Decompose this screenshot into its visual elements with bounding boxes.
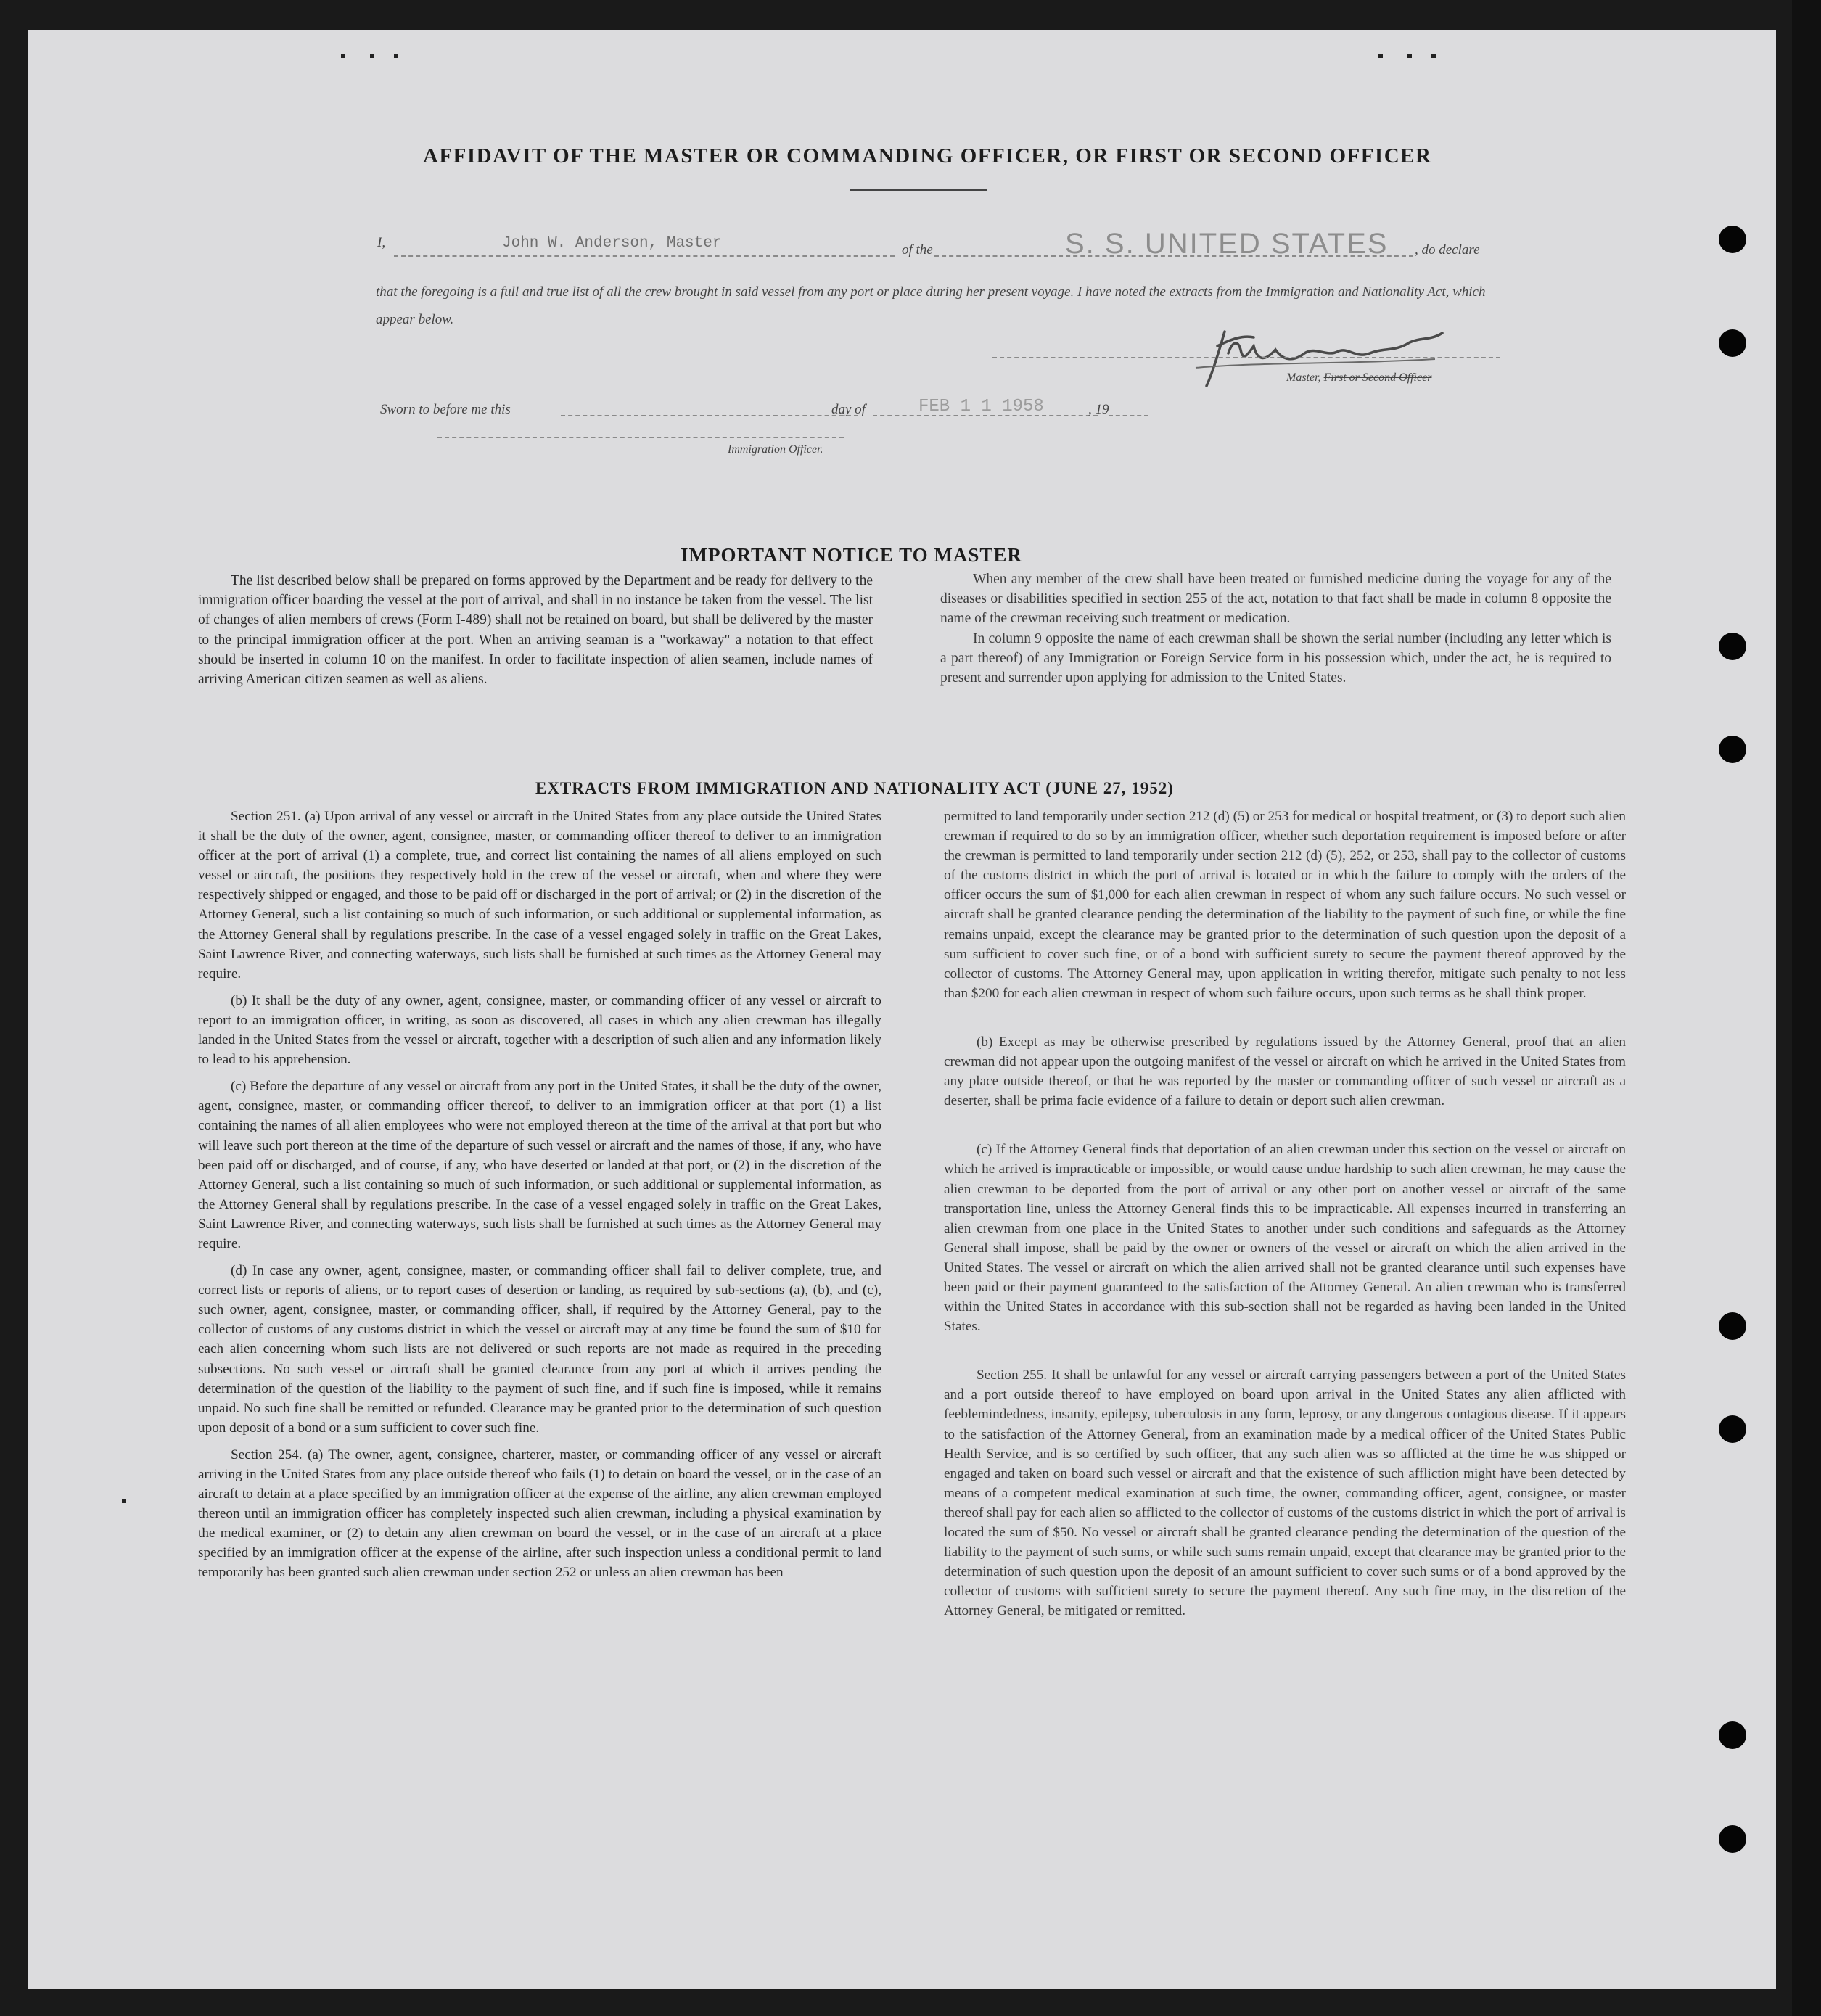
year-line [1109, 400, 1148, 416]
affidavit-title: AFFIDAVIT OF THE MASTER OR COMMANDING OFFICER, OR FIRST OR SECOND OFFICER [423, 144, 1432, 168]
scan-mark [394, 54, 398, 58]
vessel-name: S. S. UNITED STATES [1065, 228, 1389, 260]
notice-right-column [940, 569, 1611, 695]
title-divider [850, 189, 987, 191]
master-name-typed: John W. Anderson, Master [502, 235, 722, 252]
binder-hole [1719, 329, 1746, 357]
extracts-left-column [198, 807, 881, 1590]
binder-hole [1719, 226, 1746, 253]
scan-mark [122, 1499, 126, 1503]
extracts-right-column [944, 807, 1626, 1628]
date-stamp: FEB 1 1 1958 [918, 397, 1044, 416]
scan-mark [1431, 54, 1436, 58]
signer-caption [1286, 371, 1431, 384]
scan-mark [370, 54, 374, 58]
day-of-label: day of [831, 402, 866, 417]
act-paragraph: (b) It shall be the duty of any owner, agent, consignee, master, or commanding officer of any vessel or aircraft to report to an immigration officer, in writing, as soon as discovered, all cases in which any alien crewman has illegally landed in the United States from the vessel or aircraft, together with a description of such alien and any information likely to lead to his apprehension. [198, 992, 881, 1068]
signature-line [992, 350, 1500, 358]
sworn-day-line [561, 400, 858, 416]
do-declare-label: , do declare [1415, 242, 1480, 258]
declaration-text: that the foregoing is a full and true list of all the crew brought in said vessel from any port or place during her present voyage. I have noted the extracts from the Immigration and Nationality Act, which appear below. [376, 284, 1486, 327]
i-label: I, [377, 235, 386, 250]
act-paragraph: Section 254. (a) The owner, agent, consignee, charterer, master, or commanding officer of any vessel or aircraft arriving in the United States from any place outside thereof who fails (1) to detain on board the vessel, or in the case of an aircraft to detain at a place specified by an immigration officer at the expense of the airline, any alien crewman employed thereon until an immigration officer has completely inspected such alien crewman, including a physical examination by the medical examiner, or (2) to detain any alien crewman on board the vessel, or in the case of an aircraft at a place specified by an immigration officer at the expense of the airline, after such inspection unless a conditional permit to land temporarily has been granted such alien crewman under section 252 or unless an alien crewman has been [198, 1447, 881, 1581]
officer-line [437, 429, 844, 438]
act-paragraph: Section 251. (a) Upon arrival of any vessel or aircraft in the United States from any place outside the United States it shall be the duty of the owner, agent, consignee, master, or commanding officer thereof to deliver to an immigration officer at the port of arrival (1) a complete, true, and correct list containing the names of all aliens employed on such vessel or aircraft, the positions they respectively hold in the crew of the vessel or aircraft, when and where they were respectively shipped or engaged, and those to be paid off or discharged in the port of arrival; or (2) in the discretion of the Attorney General, such a list containing so much of such information, or such additional or supplemental information, as the Attorney General shall by regulations prescribe. In the case of a vessel engaged solely in traffic on the Great Lakes, Saint Lawrence River, and connecting waterways, such lists shall be furnished at such times as the Attorney General may require. [198, 809, 881, 982]
struck-officer-caption: First or Second Officer [1323, 371, 1432, 384]
binder-hole [1719, 1415, 1746, 1443]
binder-hole [1719, 736, 1746, 763]
notice-title: IMPORTANT NOTICE TO MASTER [681, 544, 1022, 566]
notice-left-column [198, 571, 873, 696]
binder-hole [1719, 633, 1746, 660]
act-paragraph: (c) Before the departure of any vessel or aircraft from any port in the United States, it shall be the duty of the owner, agent, consignee, master, or commanding officer thereof, to deliver to an immigration officer at that port (1) a list containing the names of all alien employees who were not employed thereon at the time of the arrival at that port but who will leave such port thereon at the time of the departure of such vessel or aircraft and the names of those, if any, who have been paid off or discharged, and of course, if any, who have deserted or landed at that port, or (2) in the discretion of the Attorney General, such a list containing so much of such information, or such additional or supplemental information, as the Attorney General shall by regulations prescribe. In the case of a vessel engaged solely in traffic on the Great Lakes, Saint Lawrence River, and connecting waterways, such lists shall be furnished at such times as the Attorney General may require. [198, 1079, 881, 1251]
notice-paragraph: In column 9 opposite the name of each crewman shall be shown the serial number (including any letter which is a part thereof) of any Immigration or Foreign Service form in his possession which, under the act, he is required to present and surrender upon applying for admission to the United States. [940, 630, 1611, 686]
act-paragraph: (b) Except as may be otherwise prescribed by regulations issued by the Attorney General, proof that an alien crewman did not appear upon the outgoing manifest of the vessel or aircraft on which he arrived in the United States from any place outside thereof, or that he was reported by the master or commanding officer of such vessel or aircraft as a deserter, shall be prima facie evidence of a failure to detain or deport such alien crewman. [944, 1034, 1626, 1109]
of-the-label: of the [902, 242, 933, 258]
scan-mark [341, 54, 345, 58]
master-caption: Master, [1286, 371, 1321, 384]
binder-hole [1719, 1312, 1746, 1340]
scan-edge [1792, 0, 1821, 2016]
scan-mark [1407, 54, 1412, 58]
binder-hole [1719, 1825, 1746, 1853]
notice-paragraph: The list described below shall be prepared on forms approved by the Department and be ready for delivery to the immigration officer boarding the vessel at the port of arrival, and shall in no instance be taken from the vessel. The list of changes of alien members of crews (Form I-489) shall not be retained on board, but shall be delivered by the master to the principal immigration officer at the port. When an arriving seaman is a "workaway" a notation to that effect should be inserted in column 10 on the manifest. In order to facilitate inspection of alien seamen, include names of arriving American citizen seamen as well as aliens. [198, 573, 873, 688]
officer-caption: Immigration Officer. [728, 443, 823, 456]
notice-paragraph: When any member of the crew shall have been treated or furnished medicine during the voyage for any of the diseases or disabilities specified in section 255 of the act, notation to that fact shall be made in column 8 opposite the name of the crewman receiving such treatment or medication. [940, 572, 1611, 627]
scan-mark [1378, 54, 1383, 58]
sworn-label: Sworn to before me this [380, 402, 511, 417]
year-label: , 19 [1088, 402, 1109, 417]
act-paragraph: Section 255. It shall be unlawful for any vessel or aircraft carrying passengers between a port of the United States and a port outside thereof to have employed on board upon arrival in the United States any alien afflicted with feeblemindedness, insanity, epilepsy, tuberculosis in any form, leprosy, or any dangerous contagious disease. If it appears to the satisfaction of the Attorney General, from an examination made by a medical officer of the United States Public Health Service, and is so certified by such officer, that any such alien was so afflicted at the time he was shipped or engaged and taken on board such vessel or aircraft and that the existence of such affliction might have been detected by means of a competent medical examination at such time, the owner, commanding officer, agent, consignee, or master thereof shall pay for each alien so afflicted to the collector of customs of the customs district in which the port of arrival is located the sum of $50. No vessel or aircraft shall be granted clearance pending the determination of the question of the liability to the payment of such sums, or while such sums remain unpaid, except that clearance may be granted prior to the determination of such question upon the deposit of an amount sufficient to cover such sums or of a bond approved by the collector of customs with sufficient surety to secure the payment thereof. Any such fine may, in the discretion of the Attorney General, be mitigated or remitted. [944, 1367, 1626, 1619]
act-paragraph: (c) If the Attorney General finds that deportation of an alien crewman under this section on the vessel or aircraft on which he arrived is impracticable or impossible, or would cause undue hardship to such alien crewman, he may cause the alien crewman to be deported from the port of arrival or any other port on another vessel or aircraft of the same transportation line, unless the Attorney General finds this to be impracticable. All expenses incurred in transferring an alien crewman from one place in the United States to another under such conditions and safeguards as the Attorney General shall impose, shall be paid by the owner or owners of the vessel or aircraft on which the alien arrived in the United States. The vessel or aircraft on which the alien arrived shall not be granted clearance until such expenses have been paid or their payment guaranteed to the satisfaction of the Attorney General. An alien crewman who is transferred within the United States in accordance with this sub-section shall not be regarded as having been landed in the United States. [944, 1142, 1626, 1335]
document-page [28, 30, 1776, 1989]
act-paragraph: (d) In case any owner, agent, consignee, master, or commanding officer shall fail to deliver complete, true, and correct lists or reports of aliens, or to report cases of desertion or landing, as required by sub-sections (a), (b), and (c), such owner, agent, consignee, master, or commanding officer, shall, if required by the Attorney General, pay to the collector of customs of any customs district in which the vessel or aircraft may at any time be found the sum of $10 for each alien concerning whom such lists are not delivered or such reports are not made as required in the preceding subsections. No such vessel or aircraft shall be granted clearance from any port at which it arrives pending the determination of the question of the liability to the payment of such fine, and if such fine is imposed, while it remains unpaid. No such fine shall be remitted or refunded. Clearance may be granted prior to the determination of such question upon deposit of a bond or a sum sufficient to cover such fine. [198, 1263, 881, 1436]
act-paragraph: permitted to land temporarily under section 212 (d) (5) or 253 for medical or hospital treatment, or (3) to deport such alien crewman if required to do so by an immigration officer, whether such deportation requirement is imposed before or after the crewman is permitted to land temporarily under section 212 (d) (5), 252, or 253, shall pay to the collector of customs of the customs district in which the port of arrival is located or in which the failure to comply with the orders of the officer occurs the sum of $1,000 for each alien crewman in respect of whom any such failure occurs. No such vessel or aircraft shall be granted clearance pending the determination of the liability to the payment of such fine, or while the fine remains unpaid, except the clearance may be granted prior to the determination of such question upon the deposit of a sum sufficient to cover such fine, or of a bond with sufficient surety to secure the payment thereof approved by the collector of customs. The Attorney General may, upon application in writing therefor, mitigate such penalty to not less than $200 for each alien crewman in respect of whom such failure occurs, upon such terms as he shall think proper. [944, 809, 1626, 1001]
binder-hole [1719, 1721, 1746, 1749]
extracts-title: EXTRACTS FROM IMMIGRATION AND NATIONALITY ACT (JUNE 27, 1952) [535, 779, 1174, 797]
